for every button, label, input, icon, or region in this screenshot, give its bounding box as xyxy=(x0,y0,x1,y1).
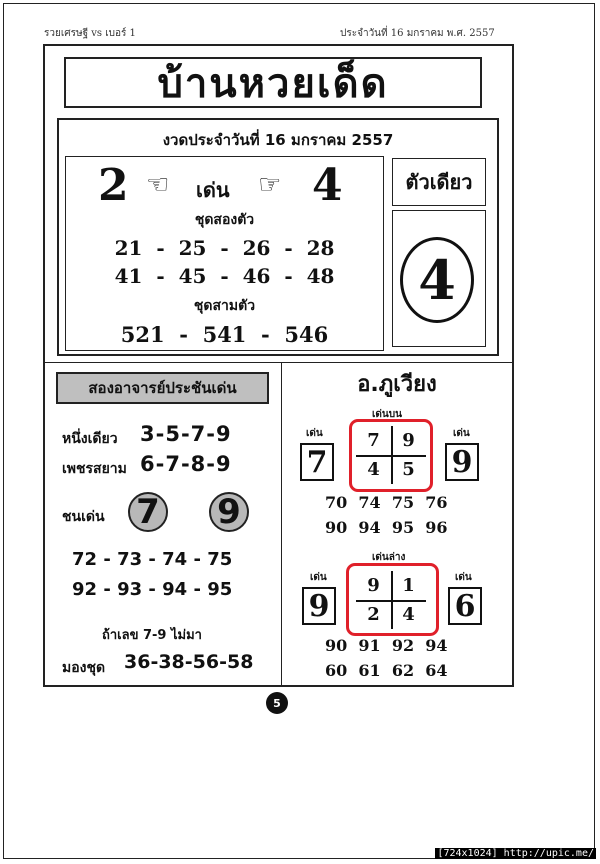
top-group-label: เด่นบน xyxy=(372,409,402,420)
bottom-right-side-label: เด่น xyxy=(455,572,472,583)
bottom-grid xyxy=(356,571,426,629)
left-panel-header: สองอาจารย์ประชันเด่น xyxy=(56,372,269,404)
nung-diao-label: หนึ่งเดียว xyxy=(62,431,118,447)
top-grid-cell: 7 xyxy=(367,430,380,451)
pairs-row-1: 72 - 73 - 74 - 75 xyxy=(72,549,233,570)
top-right-digit: 9 xyxy=(445,443,479,481)
top-grid-cell: 5 xyxy=(402,459,415,480)
bottom-group-label: เด่นล่าง xyxy=(372,552,406,563)
mong-label: มองชุด xyxy=(62,660,106,676)
top-grid xyxy=(356,426,426,484)
footer-watermark: [724x1024] http://upic.me/ xyxy=(437,848,594,859)
top-grid-cell: 9 xyxy=(402,430,415,451)
three-digit-row: 521 - 541 - 546 xyxy=(120,322,329,347)
phet-label: เพชรสยาม xyxy=(62,461,127,477)
top-row-1: 70 74 75 76 xyxy=(325,493,448,512)
bottom-left-digit: 9 xyxy=(302,587,336,625)
chon-digit-1: 7 xyxy=(128,492,168,532)
bottom-row-1: 90 91 92 94 xyxy=(325,636,448,655)
bottom-row-2: 60 61 62 64 xyxy=(325,661,448,680)
single-label: ตัวเดียว xyxy=(392,158,486,206)
header-left: รวยเศรษฐี vs เบอร์ 1 xyxy=(44,28,136,39)
two-digit-row-1: 21 - 25 - 26 - 28 xyxy=(114,236,335,260)
mong-value: 36-38-56-58 xyxy=(124,651,254,673)
top-right-side-label: เด่น xyxy=(453,428,470,439)
page-title: บ้านหวยเด็ด xyxy=(64,57,482,108)
draw-date: งวดประจำวันที่ 16 มกราคม 2557 xyxy=(162,131,394,149)
bottom-left-side-label: เด่น xyxy=(310,572,327,583)
page-number: 5 xyxy=(266,692,288,714)
two-digit-row-2: 41 - 45 - 46 - 48 xyxy=(114,264,335,288)
header-right: ประจำวันที่ 16 มกราคม พ.ศ. 2557 xyxy=(340,28,495,39)
top-left-side-label: เด่น xyxy=(306,428,323,439)
top-grid-cell: 4 xyxy=(367,459,380,480)
phet-value: 6-7-8-9 xyxy=(140,452,232,476)
pointing-hand-right-icon: ☞ xyxy=(258,170,282,200)
condition-text: ถ้าเลข 7-9 ไม่มา xyxy=(102,628,202,643)
main-right-digit: 4 xyxy=(312,160,343,211)
pointing-hand-left-icon: ☜ xyxy=(146,170,170,200)
chon-digit-2: 9 xyxy=(209,492,249,532)
divider-horizontal xyxy=(45,362,512,363)
bottom-grid-cell: 2 xyxy=(367,604,380,625)
right-panel-title: อ.ภูเวียง xyxy=(357,372,437,397)
top-row-2: 90 94 95 96 xyxy=(325,518,448,537)
three-digit-label: ชุดสามตัว xyxy=(193,298,256,314)
chon-label: ชนเด่น xyxy=(62,509,105,525)
bottom-grid-cell: 1 xyxy=(402,575,415,596)
bottom-grid-cell: 9 xyxy=(367,575,380,596)
single-digit: 4 xyxy=(400,237,474,323)
main-label: เด่น xyxy=(196,178,230,202)
top-left-digit: 7 xyxy=(300,443,334,481)
two-digit-label: ชุดสองตัว xyxy=(194,212,255,228)
nung-diao-value: 3-5-7-9 xyxy=(140,422,232,446)
bottom-grid-cell: 4 xyxy=(402,604,415,625)
divider-vertical xyxy=(281,362,282,685)
bottom-right-digit: 6 xyxy=(448,587,482,625)
pairs-row-2: 92 - 93 - 94 - 95 xyxy=(72,579,233,600)
main-left-digit: 2 xyxy=(98,160,129,211)
